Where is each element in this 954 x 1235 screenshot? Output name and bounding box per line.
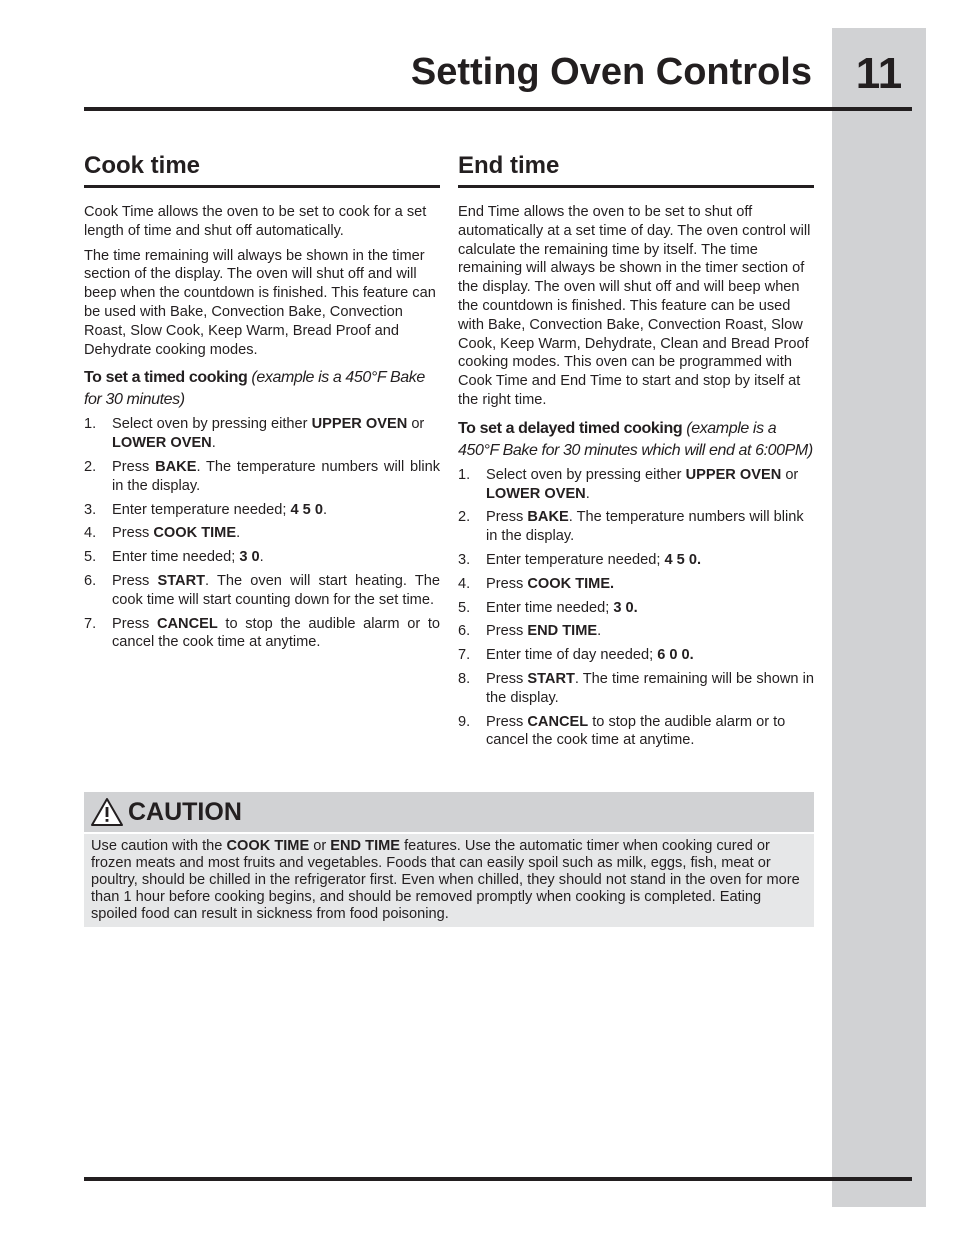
cook-time-steps xyxy=(84,415,440,652)
step-number: 3. xyxy=(458,551,471,568)
step-item xyxy=(84,548,440,567)
subhead-example: (example is a 450°F Bake for 30 minutes) xyxy=(84,369,425,409)
end-time-section xyxy=(458,150,814,755)
step-text: Press xyxy=(486,670,528,687)
step-text: Enter temperature needed; xyxy=(112,501,291,518)
cook-time-description: The time remaining will always be shown in the timer section of the display. The oven will shut off and will beep when the countdown is finished. This feature can be used with Bake, Convection Bake, Convection Roast, Slow Cook, Keep Warm, Bread Proof and Dehydrate cooking modes. xyxy=(84,247,436,358)
end-time-subhead xyxy=(458,418,814,462)
step-item xyxy=(458,551,814,570)
subhead-bold: To set a delayed timed cooking xyxy=(458,419,683,437)
step-item xyxy=(458,599,814,618)
step-text: . The time remaining will be shown in the display. xyxy=(486,670,814,706)
step-number: 7. xyxy=(84,615,97,632)
step-item xyxy=(84,524,440,543)
step-key: 4 5 0. xyxy=(664,551,701,568)
end-time-heading: End time xyxy=(458,150,814,188)
step-item xyxy=(458,713,814,751)
step-text: Press xyxy=(112,615,157,632)
step-number: 2. xyxy=(84,458,97,475)
step-number: 7. xyxy=(458,647,471,664)
cook-time-section xyxy=(84,150,440,657)
step-text: Enter time of day needed; xyxy=(486,647,658,664)
step-text: to stop the audible alarm or to cancel the cook time at anytime. xyxy=(486,713,786,749)
step-key: UPPER OVEN xyxy=(685,466,782,483)
step-key: 3 0 xyxy=(239,549,260,566)
caution-header xyxy=(84,792,814,834)
step-key: COOK TIME. xyxy=(527,575,615,592)
step-number: 2. xyxy=(458,509,471,526)
step-number: 6. xyxy=(84,572,97,589)
step-text: Enter temperature needed; xyxy=(486,551,665,568)
step-text: . xyxy=(597,623,602,640)
step-number: 4. xyxy=(458,575,471,592)
step-text: Press xyxy=(486,623,528,640)
step-text: Press xyxy=(486,575,528,592)
end-time-steps xyxy=(458,466,814,750)
caution-box xyxy=(84,792,814,927)
step-text: Press xyxy=(486,713,528,730)
step-number: 6. xyxy=(458,623,471,640)
step-key: 4 5 0 xyxy=(290,501,323,518)
step-text: . xyxy=(259,549,264,566)
step-text: . xyxy=(211,435,216,452)
page-title: Setting Oven Controls xyxy=(410,51,812,93)
step-key: LOWER OVEN xyxy=(486,485,586,502)
step-key: COOK TIME xyxy=(153,525,237,542)
cook-time-heading: Cook time xyxy=(84,150,440,188)
step-text: or xyxy=(407,416,425,433)
warning-triangle-icon xyxy=(90,797,124,827)
step-number: 1. xyxy=(458,466,471,483)
step-item xyxy=(84,501,440,520)
header-rule xyxy=(84,107,912,111)
step-text: Select oven by pressing either xyxy=(112,416,312,433)
caution-cook-time: COOK TIME xyxy=(226,838,310,854)
step-text: . The temperature numbers will blink in the display. xyxy=(112,458,440,494)
step-item xyxy=(458,466,814,504)
step-text: Press xyxy=(112,525,154,542)
step-key: START xyxy=(527,670,575,687)
step-key: BAKE xyxy=(155,458,197,475)
caution-end-time: END TIME xyxy=(330,838,401,854)
cook-time-intro: Cook Time allows the oven to be set to cook for a set length of time and shut off automatically. xyxy=(84,204,427,239)
caution-title: CAUTION xyxy=(128,798,242,826)
caution-text-rest: features. Use the automatic timer when cooking cured or frozen meats and most fruits and vegetables. Foods that can easily spoil such as milk, eggs, fish, meat or poultry, should be chilled in the refrigerator first. Even when chilled, they should not stand in the oven for more than 1 hour before cooking begins, and should be removed promptly when cooking is completed. Eating spoiled food can result in sickness from food poisoning. xyxy=(91,838,800,922)
step-number: 4. xyxy=(84,525,97,542)
step-item xyxy=(84,458,440,496)
caution-or: or xyxy=(309,838,331,854)
step-item xyxy=(458,670,814,708)
step-number: 1. xyxy=(84,416,97,433)
step-key: UPPER OVEN xyxy=(311,416,408,433)
step-key: END TIME xyxy=(527,623,598,640)
step-text: . xyxy=(236,525,241,542)
step-item xyxy=(458,646,814,665)
page-side-tab xyxy=(832,28,926,1207)
step-number: 5. xyxy=(458,599,471,616)
footer-rule xyxy=(84,1177,912,1181)
subhead-bold: To set a timed cooking xyxy=(84,369,248,387)
step-number: 3. xyxy=(84,501,97,518)
step-item xyxy=(458,622,814,641)
step-number: 5. xyxy=(84,549,97,566)
caution-text xyxy=(84,834,814,927)
step-key: 6 0 0. xyxy=(657,647,694,664)
step-item xyxy=(84,615,440,653)
page-number: 11 xyxy=(855,49,903,98)
step-text: . The oven will start heating. The cook time will start counting down for the set time. xyxy=(112,572,440,608)
step-text: Select oven by pressing either xyxy=(486,466,686,483)
step-key: START xyxy=(157,572,206,589)
step-text: . The temperature numbers will blink in the display. xyxy=(486,509,804,545)
step-text: Press xyxy=(486,509,528,526)
step-number: 9. xyxy=(458,713,471,730)
step-text: . xyxy=(322,501,328,518)
step-key: CANCEL xyxy=(527,713,589,730)
step-number: 8. xyxy=(458,670,471,687)
step-item xyxy=(84,415,440,453)
cook-time-subhead xyxy=(84,367,440,411)
step-text: Enter time needed; xyxy=(486,599,614,616)
caution-text-start: Use caution with the xyxy=(91,838,227,854)
step-key: LOWER OVEN xyxy=(112,435,212,452)
step-text: Press xyxy=(112,458,156,475)
step-item xyxy=(458,575,814,594)
step-text: . xyxy=(585,485,590,502)
step-text: to stop the audible alarm or to cancel the cook time at anytime. xyxy=(112,615,440,651)
step-item xyxy=(458,508,814,546)
step-text: Press xyxy=(112,572,158,589)
step-item xyxy=(84,572,440,610)
step-key: 3 0. xyxy=(613,599,638,616)
step-text: Enter time needed; xyxy=(112,549,240,566)
step-key: CANCEL xyxy=(156,615,218,632)
subhead-example: (example is a 450°F Bake for 30 minutes which will end at 6:00PM) xyxy=(458,419,813,459)
end-time-description: End Time allows the oven to be set to shut off automatically at a set time of day. The oven control will calculate the remaining time by itself. The time remaining will always be shown in the timer section of the display. The oven will shut off and will beep when the countdown is finished. This feature can be used with Bake, Convection Bake, Convection Roast, Slow Cook, Keep Warm, Dehydrate, Clean and Bread Proof cooking modes. This oven can be programmed with Cook Time and End Time to start and stop by itself at the right time. xyxy=(458,204,811,408)
step-key: BAKE xyxy=(527,509,569,526)
step-text: or xyxy=(781,466,799,483)
